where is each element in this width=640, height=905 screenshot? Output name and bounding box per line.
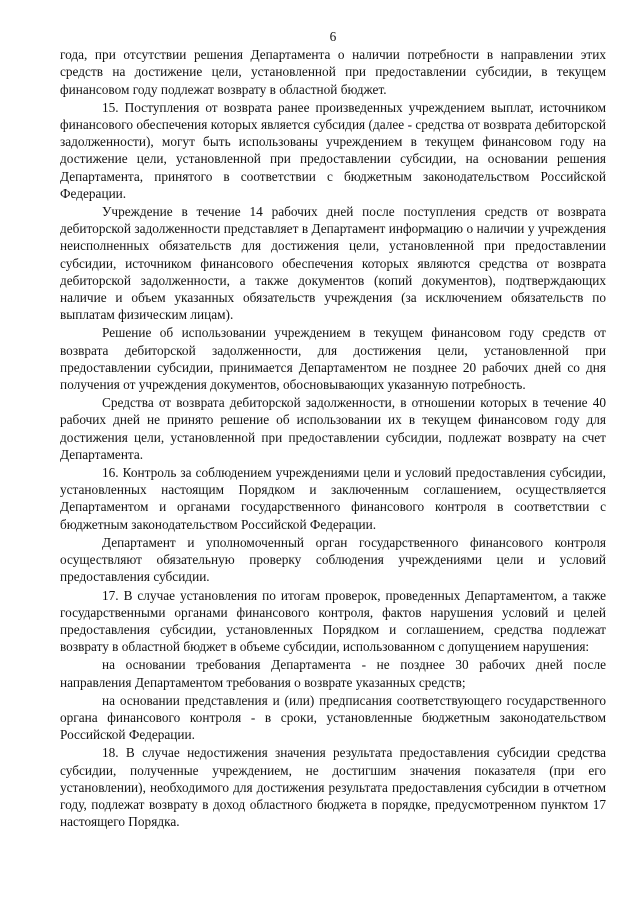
paragraph-control-body-order: на основании представления и (или) предписания соответствующего государственного органа финансового контроля - в сроки, установленные бюджетным законодательством Российской Федерации. <box>60 692 606 743</box>
document-page <box>60 28 606 831</box>
paragraph-clause-15: 15. Поступления от возврата ранее произведенных учреждением выплат, источником финансового обеспечения которых является субсидия (далее - средства от возврата дебиторской задолженности), могут быть использованы учреждением в текущем финансовом году на достижение цели, установленной при предоставлении субсидии, на основании решения Департамента, принятого в соответствии с бюджетным законодательством Российской Федерации. <box>60 99 606 201</box>
paragraph-decision: Решение об использовании учреждением в текущем финансовом году средств от возврата дебиторской задолженности, для достижения цели, установленной при предоставлении субсидии, принимается Департаментом не позднее 20 рабочих дней со дня получения от учреждения документов, обосновывающих указанную потребность. <box>60 325 606 393</box>
paragraph-return-funds: Средства от возврата дебиторской задолженности, в отношении которых в течение 40 рабочих дней не принято решение об использовании их в текущем финансовом году для достижения цели, установленной при предоставлении субсидии, подлежат возврату на счет Департамента. <box>60 395 606 462</box>
paragraph-clause-17: 17. В случае установления по итогам проверок, проведенных Департаментом, а также государственными органами финансового контроля, фактов нарушения условий и целей предоставления субсидии, установленных Порядком и соглашением, средства подлежат возврату в областной бюджет в объеме субсидии, использованном с допущением нарушения: <box>60 587 606 655</box>
paragraph-clause-18: 18. В случае недостижения значения результата предоставления субсидии средства субсидии, полученные учреждением, не достигшим значения показателя (при его установлении), необходимого для достижения результата предоставления субсидии в отчетном году, подлежат возврату в доход областного бюджета в порядке, предусмотренном пунктом 17 настоящего Порядка. <box>60 745 606 830</box>
paragraph-mandatory-check: Департамент и уполномоченный орган государственного финансового контроля осуществляют обязательную проверку соблюдения учреждениями цели и условий предоставления субсидии. <box>60 534 606 585</box>
page-number: 6 <box>329 29 337 44</box>
paragraph-clause-16: 16. Контроль за соблюдением учреждениями цели и условий предоставления субсидии, установленных настоящим Порядком и заключенным соглашением, осуществляется Департаментом и органами государственного финансового контроля в соответствии с бюджетным законодательством Российской Федерации. <box>60 465 606 532</box>
paragraph-institution-report: Учреждение в течение 14 рабочих дней после поступления средств от возврата дебиторской задолженности представляет в Департамент информацию о наличии у учреждения неисполненных обязательств для достижения цели, установленной при предоставлении субсидии, источником финансового обеспечения которых являются средства от возврата дебиторской задолженности, а также документов (копий документов), подтверждающих наличие и объем указанных обязательств учреждения (за исключением обязательств по выплатам физическим лицам). <box>60 204 606 323</box>
paragraph-continuation: года, при отсутствии решения Департамента о наличии потребности в направлении этих средств на достижение цели, установленной при предоставлении субсидии, в текущем финансовом году подлежат возврату в областной бюджет. <box>60 47 606 97</box>
paragraph-department-demand: на основании требования Департамента - не позднее 30 рабочих дней после направления Департаментом требования о возврате указанных средств; <box>60 657 606 690</box>
